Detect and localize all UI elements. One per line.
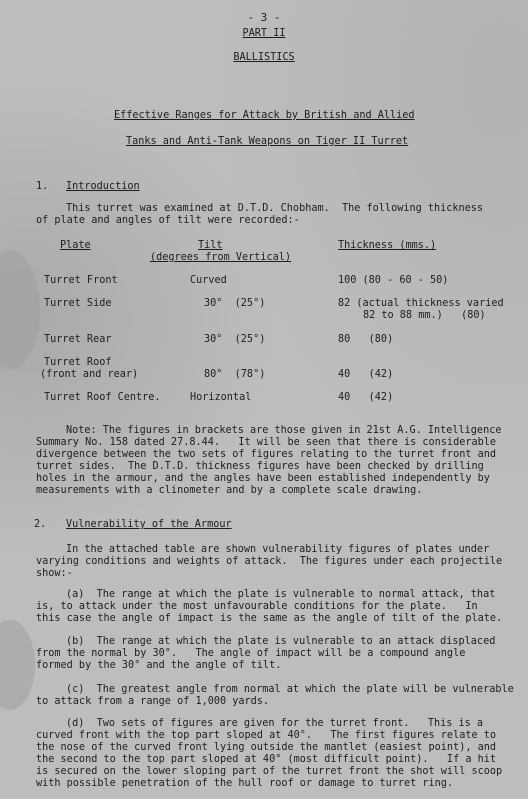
table-row-thickness: 40 (42) [338, 392, 394, 403]
table-head-tilt-sub: (degrees from Vertical) [150, 252, 292, 263]
section-1-heading: Introduction [66, 181, 140, 192]
item-d-line-2: curved front with the top part sloped at 40°. The first figures relate to [36, 730, 497, 741]
table-row-thickness: 80 (80) [338, 334, 394, 345]
item-a-line-2: is, to attack under the most unfavourable conditions for the plate. In [36, 601, 478, 612]
title-line-2: Tanks and Anti-Tank Weapons on Tiger II Turret [126, 136, 409, 147]
item-d-line-3: the nose of the curved front lying outside the mantlet (easiest point), and [36, 742, 497, 753]
paper-stain [0, 620, 35, 710]
vuln-line-3: show:- [36, 568, 73, 579]
intro-line-1: This turret was examined at D.T.D. Chobham. The following thickness [66, 203, 484, 214]
item-a-line-1: (a) The range at which the plate is vulnerable to normal attack, that [66, 589, 496, 600]
vuln-line-1: In the attached table are shown vulnerability figures of plates under [66, 544, 490, 555]
item-d-line-5: is secured on the lower sloping part of the turret front the shot will scoop [36, 766, 503, 777]
table-row-tilt: 80° (78°) [204, 369, 266, 380]
table-row-tilt: 30° (25°) [204, 298, 266, 309]
table-row-tilt: 30° (25°) [204, 334, 266, 345]
note-line-1: Note: The figures in brackets are those given in 21st A.G. Intelligence [66, 425, 502, 436]
table-head-tilt: Tilt [198, 240, 223, 251]
section-heading: BALLISTICS [233, 52, 295, 63]
item-d-line-6: with possible penetration of the hull roof or damage to turret ring. [36, 778, 454, 789]
table-row-plate: Turret Roof Centre. [44, 392, 161, 403]
page-number: - 3 - [247, 11, 281, 24]
note-line-4: turret sides. The D.T.D. thickness figures have been checked by drilling [36, 461, 484, 472]
table-row-plate: Turret Side [44, 298, 112, 309]
table-row-thickness-cont: 82 to 88 mm.) (80) [363, 310, 486, 321]
item-b-line-1: (b) The range at which the plate is vulnerable to an attack displaced [66, 636, 496, 647]
title-line-1: Effective Ranges for Attack by British and Allied [114, 110, 415, 121]
table-row-plate-cont: (front and rear) [40, 369, 139, 380]
table-row-plate: Turret Front [44, 275, 118, 286]
note-line-6: measurements with a clinometer and by a complete scale drawing. [36, 485, 423, 496]
item-c-line-2: to attack from a range of 1,000 yards. [36, 696, 270, 707]
table-head-plate: Plate [60, 240, 91, 251]
note-line-5: holes in the armour, and the angles have been established independently by [36, 473, 490, 484]
table-row-thickness: 100 (80 - 60 - 50) [338, 275, 449, 286]
intro-line-2: of plate and angles of tilt were recorded:- [36, 215, 300, 226]
item-d-line-1: (d) Two sets of figures are given for the turret front. This is a [66, 718, 484, 729]
note-line-3: divergence between the two sets of figures relating to the turret front and [36, 449, 497, 460]
section-2-number: 2. [34, 519, 47, 530]
table-row-thickness: 82 (actual thickness varied [338, 298, 504, 309]
item-b-line-2: from the normal by 30°. The angle of impact will be a compound angle [36, 648, 466, 659]
paper-stain [0, 250, 40, 370]
table-row-thickness: 40 (42) [338, 369, 394, 380]
table-row-tilt: Curved [190, 275, 227, 286]
table-row-plate: Turret Rear [44, 334, 112, 345]
item-a-line-3: this case the angle of impact is the same as the angle of tilt of the plate. [36, 613, 503, 624]
table-row-plate: Turret Roof [44, 357, 112, 368]
table-head-thickness: Thickness (mms.) [338, 240, 437, 251]
part-heading: PART II [242, 28, 286, 39]
table-row-tilt: Horizontal [190, 392, 252, 403]
item-d-line-4: the second to the top part sloped at 40° (most difficult point). If a hit [36, 754, 497, 765]
item-b-line-3: formed by the 30° and the angle of tilt. [36, 660, 282, 671]
item-c-line-1: (c) The greatest angle from normal at which the plate will be vulnerable [66, 684, 514, 695]
section-1-number: 1. [36, 181, 49, 192]
note-line-2: Summary No. 158 dated 27.8.44. It will be seen that there is considerable [36, 437, 497, 448]
section-2-heading: Vulnerability of the Armour [66, 519, 232, 530]
vuln-line-2: varying conditions and weights of attack. The figures under each projectile [36, 556, 503, 567]
